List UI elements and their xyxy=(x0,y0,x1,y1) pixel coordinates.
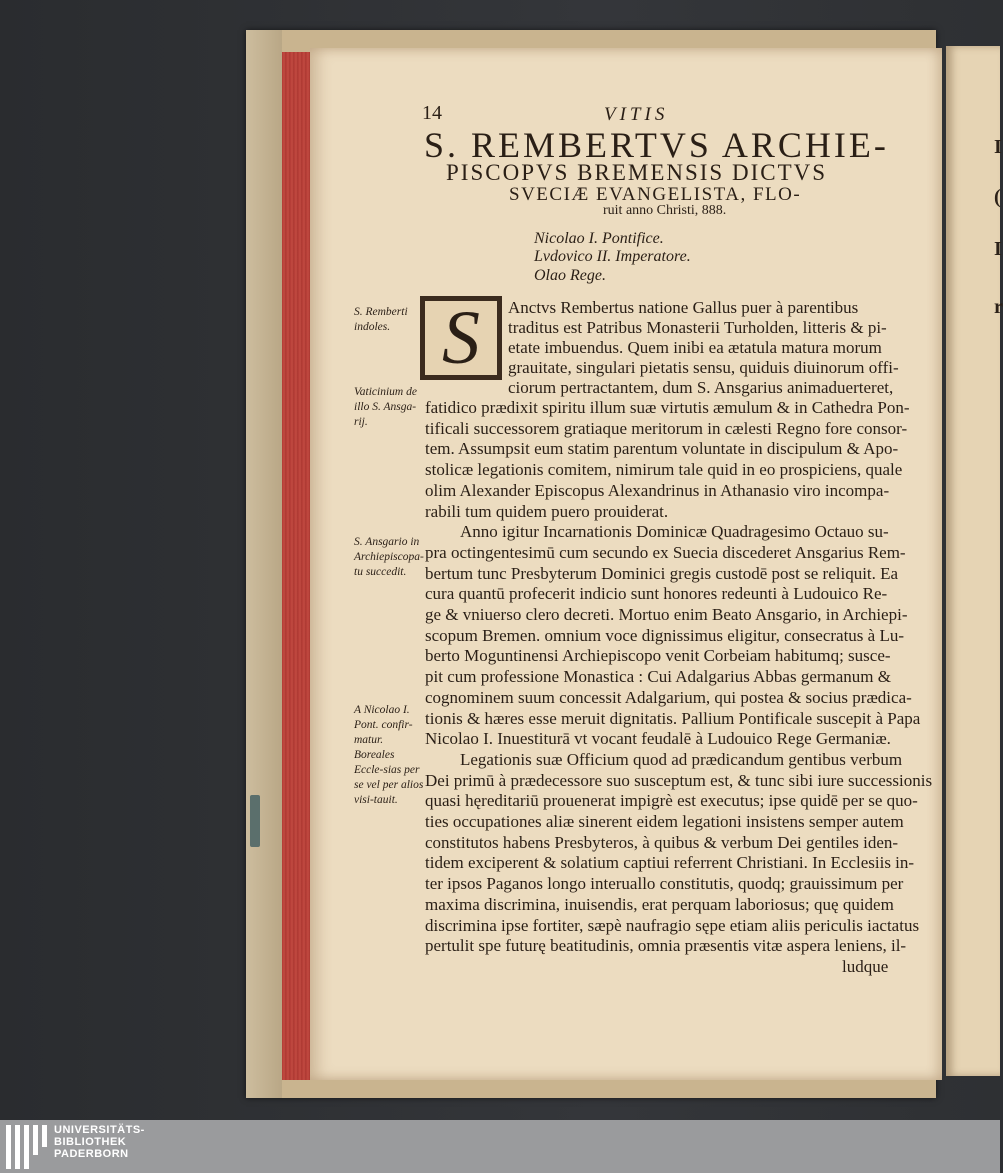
library-logo-icon xyxy=(6,1125,46,1169)
footer-bar xyxy=(0,1120,1000,1173)
body-line: ties occupationes aliæ sinerent eidem legationi insistens semper autem xyxy=(425,812,904,831)
body-line: bertum tunc Presbyterum Dominici gregis custodē post se reliquit. Ea xyxy=(425,563,899,583)
body-line: pertulit spe futurę beatitudinis, omnia præsentis vitæ aspera leniens, il- xyxy=(425,936,907,956)
body-line: maxima discrimina, inuisendis, erat perquam laboriosus; quę quidem xyxy=(425,894,894,914)
reign-king: Olao Rege. xyxy=(534,267,606,284)
body-line: traditus est Patribus Monasterii Turholden, litteris & pi- xyxy=(508,318,887,337)
body-line: ciorum pertractantem, dum S. Ansgarius animaduerteret, xyxy=(508,378,894,397)
drop-cap-letter: S xyxy=(423,299,499,377)
title-line-2: PISCOPVS BREMENSIS DICTVS xyxy=(446,160,828,185)
body-line: quasi hęreditariū prouenerat impigrè est executus; ipse quidē per se quo- xyxy=(425,791,918,811)
title-line-4: ruit anno Christi, 888. xyxy=(603,203,727,218)
logo-line: PADERBORN xyxy=(54,1148,129,1160)
margin-note: S. Ansgario in Archiepiscopa-tu succedit. xyxy=(354,536,424,578)
body-line: Nicolao I. Inuestiturā vt vocant feudalē à Ludouico Rege Germaniæ. xyxy=(425,729,891,749)
body-line: ludque xyxy=(842,956,889,976)
margin-note: S. Remberti indoles. xyxy=(354,306,408,333)
body-line: olim Alexander Episcopus Alexandrinus in Athanasio viro incompa- xyxy=(425,480,890,500)
body-line: pra octingentesimū cum secundo ex Suecia discederet Ansgarius Rem- xyxy=(425,542,906,562)
logo-line: UNIVERSITÄTS- xyxy=(54,1124,145,1136)
body-line: ter ipsos Paganos longo interuallo constitutis, quodq; grauissimum per xyxy=(425,874,904,894)
body-line: tem. Assumpsit eum statim parentum voluntate in discipulum & Apo- xyxy=(425,439,899,459)
facing-glyph: r xyxy=(994,296,1003,318)
page-number: 14 xyxy=(422,102,442,124)
book-clasp xyxy=(250,795,260,847)
ornate-drop-cap xyxy=(420,296,502,380)
body-line: Anno igitur Incarnationis Dominicæ Quadragesimo Octauo su- xyxy=(460,522,889,542)
body-line: cura quantū profecerit indicio sunt honores redeunti à Ludouico Re- xyxy=(425,584,888,604)
body-line: rabili tum quidem puero prouiderat. xyxy=(425,501,669,521)
red-page-edges xyxy=(282,52,312,1080)
body-line: etate imbuendus. Quem inibi ea ætatula matura morum xyxy=(508,338,882,357)
body-line: fatidico prædixit spiritu illum suæ virtutis æmulum & in Cathedra Pon- xyxy=(425,398,910,417)
body-line: stolicæ legationis comitem, nimirum tale quid in eo prospiciens, quale xyxy=(425,460,903,480)
library-logo-text xyxy=(54,1124,145,1160)
margin-note: Vaticinium de illo S. Ansga-rij. xyxy=(354,386,417,428)
facing-glyph: I xyxy=(994,238,1002,260)
body-line: Dei primū à prædecessore suo susceptum est, & tunc sibi iure successionis xyxy=(425,770,933,790)
facing-glyph: I xyxy=(994,136,1002,158)
title-line-3: SVECIÆ EVANGELISTA, FLO- xyxy=(509,184,802,205)
running-head: VITIS xyxy=(604,104,669,125)
body-line: berto Moguntinensi Archiepiscopo venit Corbeiam habitumq; susce- xyxy=(425,646,891,666)
logo-line: BIBLIOTHEK xyxy=(54,1136,127,1148)
body-line: pit cum professione Monastica : Cui Adalgarius Abbas germanum & xyxy=(425,667,892,687)
book-spine-edge xyxy=(246,30,282,1098)
body-line: discrimina ipse fortiter, sæpè naufragio sępe etiam aliis periculis iactatus xyxy=(425,915,920,935)
body-line: tificali successorem gratiaque meritorum in cælesti Regno fore consor- xyxy=(425,418,908,438)
facing-page xyxy=(946,46,1003,1076)
body-line: cognominem suum concessit Adalgarium, qui postea & socius prædica- xyxy=(425,687,912,707)
reign-pope: Nicolao I. Pontifice. xyxy=(534,230,664,247)
body-line: Legationis suæ Officium quod ad prædicandum gentibus verbum xyxy=(460,749,903,769)
title-line-1: S. REMBERTVS ARCHIE- xyxy=(424,125,889,165)
body-line: tionis & hæres esse meruit dignitatis. Pallium Pontificale suscepit à Papa xyxy=(425,708,921,728)
reign-emperor: Lvdovico II. Imperatore. xyxy=(534,248,691,265)
facing-glyph: ( xyxy=(994,186,1001,208)
body-line: tidem exciperent & solatium captiui referrent Christiani. In Ecclesiis in- xyxy=(425,853,915,873)
body-line: constitutos habens Presbyteros, à quibus & verbum Dei gentiles iden- xyxy=(425,832,899,852)
margin-note: A Nicolao I. Pont. confir-matur. Boreales Eccle-sias per se vel per alios visi-tauit. xyxy=(354,704,424,806)
body-line: grauitate, singulari pietatis sensu, quiduis diuinorum offi- xyxy=(508,358,899,377)
body-line: scopum Bremen. omnium voce dignissimus eligitur, consecratus à Lu- xyxy=(425,625,905,645)
body-line: ge & vniuerso clero decreti. Mortuo enim Beato Ansgario, in Archiepi- xyxy=(425,605,908,624)
body-line: Anctvs Rembertus natione Gallus puer à parentibus xyxy=(508,298,859,317)
